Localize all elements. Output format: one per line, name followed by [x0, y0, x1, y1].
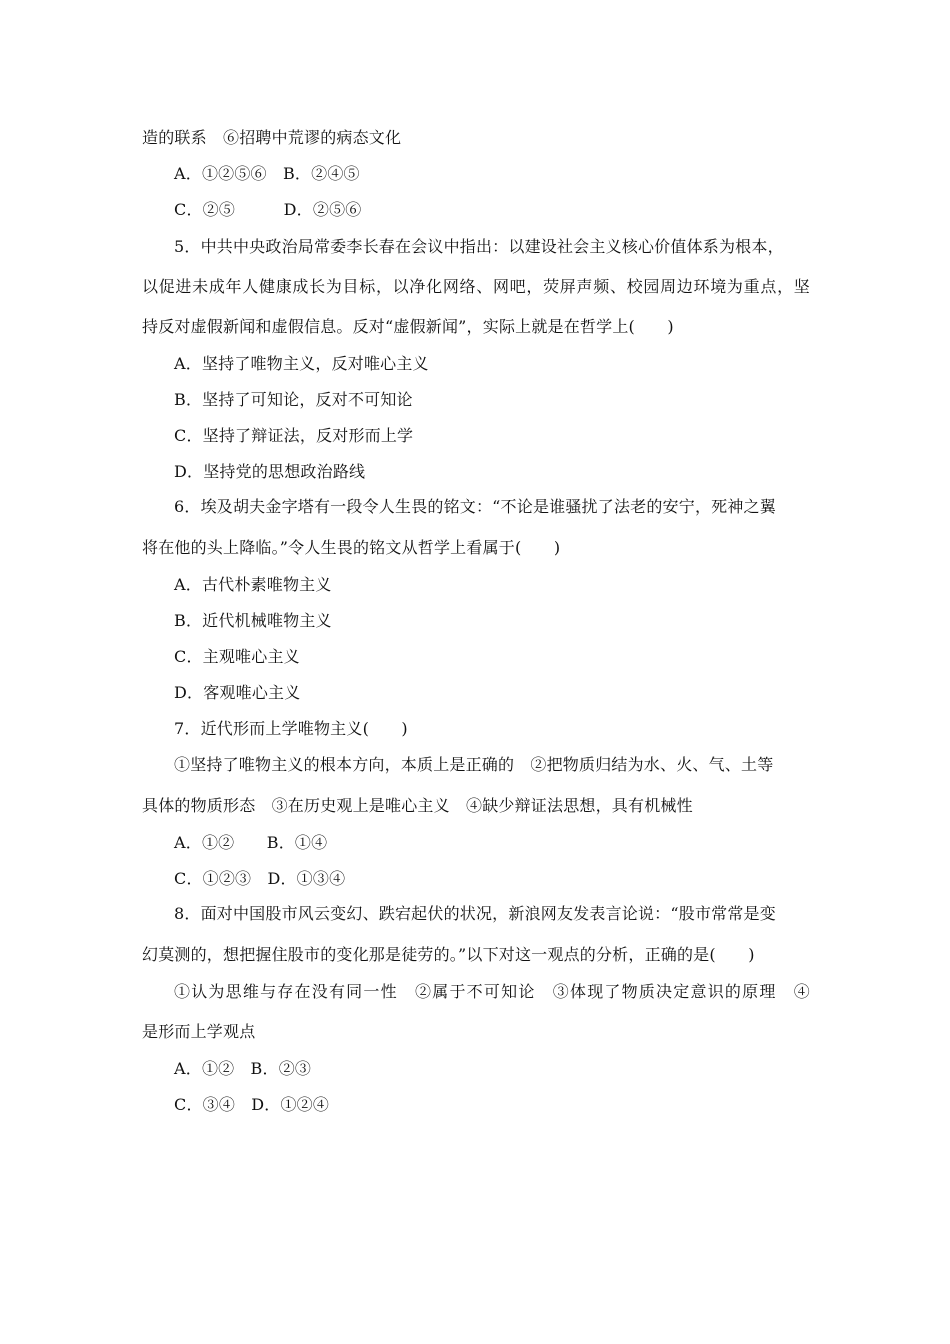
q7-stem: 7．近代形而上学唯物主义( )	[174, 719, 408, 738]
q5-stem-line-3: 持反对虚假新闻和虚假信息。反对“虚假新闻”，实际上就是在哲学上( )	[142, 317, 674, 336]
q5-answer-b: B．坚持了可知论，反对不可知论	[174, 390, 413, 409]
q6-stem-line-2: 将在他的头上降临。”令人生畏的铭文从哲学上看属于( )	[142, 538, 561, 557]
q8-stem-line-2: 幻莫测的，想把握住股市的变化那是徒劳的。”以下对这一观点的分析，正确的是( )	[142, 945, 755, 964]
q5-answer-c: C．坚持了辩证法，反对形而上学	[174, 426, 414, 445]
q4-answer-a-b: A．①②⑤⑥ B．②④⑤	[174, 164, 360, 183]
q6-stem-line-1: 6．埃及胡夫金字塔有一段令人生畏的铭文：“不论是谁骚扰了法老的安宁，死神之翼	[174, 497, 776, 516]
q7-answer-a-b: A．①② B．①④	[174, 833, 328, 852]
q5-stem-line-2: 以促进未成年人健康成长为目标，以净化网络、网吧，荧屏声频、校园周边环境为重点，坚	[142, 277, 810, 296]
q6-answer-a: A．古代朴素唯物主义	[174, 575, 332, 594]
q8-statements-line-1: ①认为思维与存在没有同一性 ②属于不可知论 ③体现了物质决定意识的原理 ④	[174, 982, 810, 1001]
q6-answer-d: D．客观唯心主义	[174, 683, 301, 702]
q6-answer-b: B．近代机械唯物主义	[174, 611, 332, 630]
q6-answer-c: C．主观唯心主义	[174, 647, 300, 666]
q8-statements-line-2: 是形而上学观点	[142, 1022, 256, 1041]
q4-answer-c-d: C．②⑤ D．②⑤⑥	[174, 200, 362, 219]
q4-option-6-continuation: 造的联系 ⑥招聘中荒谬的病态文化	[142, 128, 402, 147]
q8-answer-c-d: C．③④ D．①②④	[174, 1095, 330, 1114]
q5-answer-d: D．坚持党的思想政治路线	[174, 462, 366, 481]
q5-answer-a: A．坚持了唯物主义，反对唯心主义	[174, 354, 429, 373]
q8-answer-a-b: A．①② B．②③	[174, 1059, 312, 1078]
q7-statements-line-1: ①坚持了唯物主义的根本方向，本质上是正确的 ②把物质归结为水、火、气、土等	[174, 755, 774, 774]
q7-statements-line-2: 具体的物质形态 ③在历史观上是唯心主义 ④缺少辩证法思想，具有机械性	[142, 796, 693, 815]
q5-stem-line-1: 5．中共中央政治局常委李长春在会议中指出：以建设社会主义核心价值体系为根本，	[174, 237, 784, 256]
q8-stem-line-1: 8．面对中国股市风云变幻、跌宕起伏的状况，新浪网友发表言论说：“股市常常是变	[174, 904, 776, 923]
q7-answer-c-d: C．①②③ D．①③④	[174, 869, 346, 888]
